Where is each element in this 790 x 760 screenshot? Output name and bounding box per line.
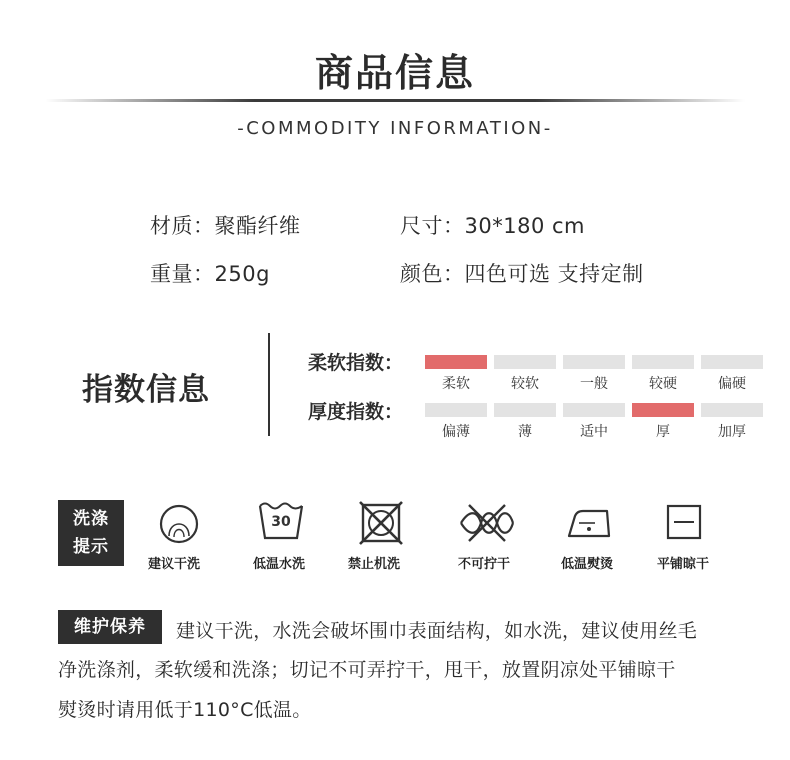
softness-segment — [494, 355, 556, 369]
softness-level-label: 较软 — [511, 376, 539, 392]
care-text-line2: 净洗涤剂，柔软缓和洗涤；切记不可弄拧干，甩干，放置阴凉处平铺晾干 — [58, 659, 676, 681]
low-temp-wash-label: 低温水洗 — [253, 557, 306, 572]
title-divider — [45, 99, 745, 102]
low-temp-iron-label: 低温熨烫 — [561, 557, 614, 572]
thickness-segment — [701, 403, 763, 417]
spec-color: 颜色：四色可选 支持定制 — [400, 262, 644, 286]
thickness-segment — [425, 403, 487, 417]
softness-level-label: 较硬 — [649, 376, 677, 392]
spec-material: 材质：聚酯纤维 — [150, 214, 301, 238]
flat-dry-label: 平铺晾干 — [657, 557, 710, 572]
spec-size: 尺寸：30*180 cm — [400, 214, 585, 238]
care-text-line1: 建议干洗，水洗会破坏围巾表面结构，如水洗，建议使用丝毛 — [176, 620, 698, 642]
thickness-label: 厚度指数： — [308, 401, 404, 423]
thickness-level-label: 加厚 — [718, 424, 746, 440]
page-subtitle: -COMMODITY INFORMATION- — [237, 118, 553, 139]
softness-level-label: 偏硬 — [718, 376, 746, 392]
no-wring-label: 不可拧干 — [458, 557, 511, 572]
dry-clean-label: 建议干洗 — [148, 557, 201, 572]
index-divider — [268, 333, 270, 436]
dry-clean-icon — [155, 500, 203, 548]
spec-weight: 重量：250g — [150, 262, 270, 286]
low-temp-wash-icon — [257, 500, 305, 542]
thickness-level-label: 薄 — [518, 424, 532, 440]
flat-dry-icon — [666, 504, 702, 540]
wash-tips-tag-line1: 洗涤 — [73, 509, 109, 529]
no-machine-wash-icon — [358, 500, 404, 546]
thickness-level-label: 偏薄 — [442, 424, 470, 440]
thickness-segment — [632, 403, 694, 417]
softness-segment — [701, 355, 763, 369]
care-tag: 维护保养 — [58, 610, 162, 644]
softness-segment — [425, 355, 487, 369]
no-machine-wash-label: 禁止机洗 — [348, 557, 401, 572]
index-title: 指数信息 — [82, 372, 210, 408]
wash-tips-tag — [58, 500, 124, 566]
softness-segment — [563, 355, 625, 369]
page-title: 商品信息 — [314, 51, 475, 95]
softness-level-label: 一般 — [580, 376, 608, 392]
wash-tips-tag-line2: 提示 — [73, 537, 109, 557]
softness-segment — [632, 355, 694, 369]
wash-temperature-text: 30 — [271, 514, 291, 530]
thickness-segment — [494, 403, 556, 417]
low-temp-iron-icon — [565, 506, 615, 540]
thickness-segment — [563, 403, 625, 417]
no-wring-icon — [459, 502, 515, 544]
thickness-level-label: 适中 — [580, 424, 608, 440]
thickness-level-label: 厚 — [656, 424, 670, 440]
softness-level-label: 柔软 — [442, 376, 470, 392]
care-text-line3: 熨烫时请用低于110°C低温。 — [58, 699, 312, 721]
softness-label: 柔软指数： — [308, 352, 404, 374]
